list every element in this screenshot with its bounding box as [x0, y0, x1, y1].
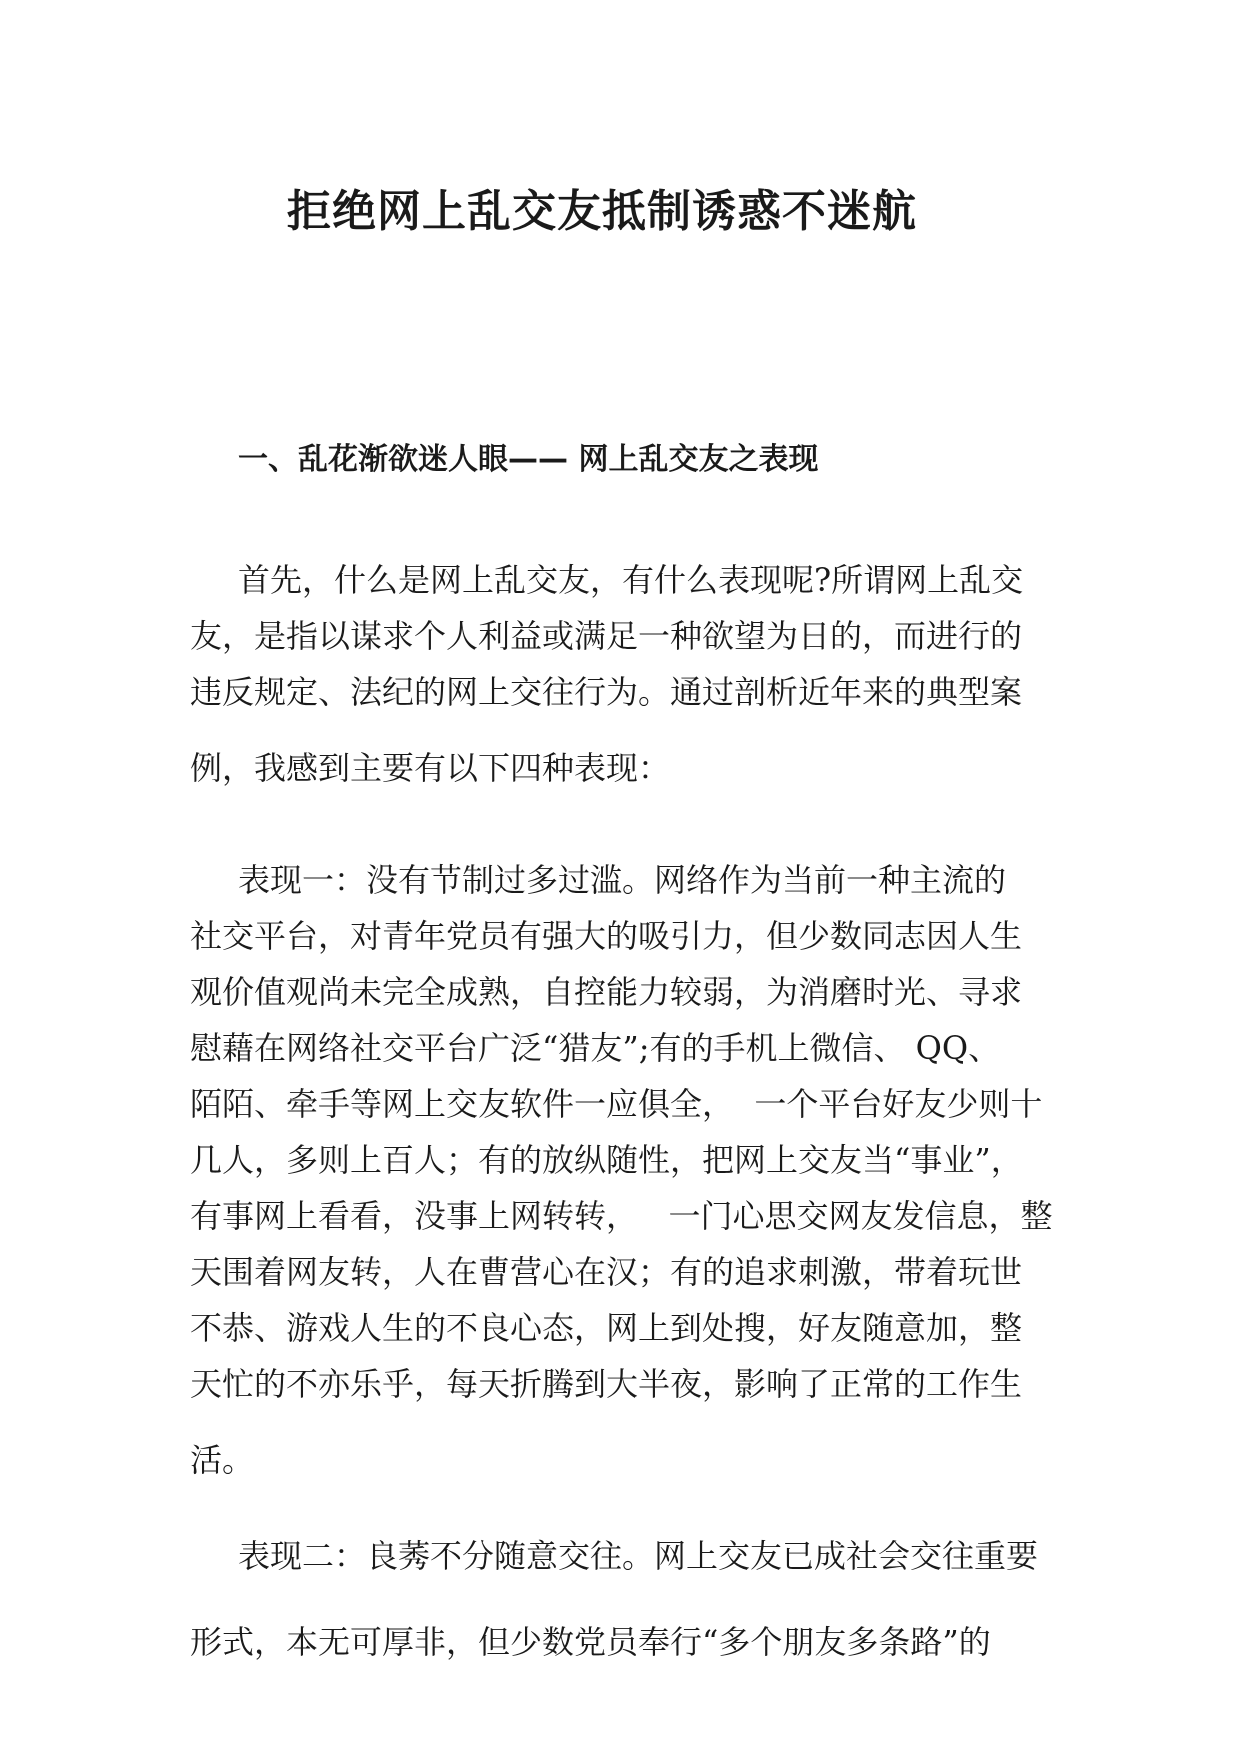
- paragraph-line: 活。: [190, 1441, 255, 1479]
- document-title: 拒绝网上乱交友抵制诱惑不迷航: [287, 186, 917, 237]
- paragraph-line: 几人，多则上百人；有的放纵随性，把网上交友当“事业”，: [190, 1141, 1023, 1179]
- paragraph-line: 陌陌、牵手等网上交友软件一应俱全， 一个平台好友少则十: [190, 1085, 1043, 1123]
- paragraph-line: 天围着网友转，人在曹营心在汉；有的追求刺激，带着玩世: [190, 1253, 1023, 1291]
- paragraph-definition: [190, 552, 1070, 796]
- paragraph-line: 首先，什么是网上乱交友，有什么表现呢?所谓网上乱交: [238, 561, 1024, 599]
- paragraph-line: 例，我感到主要有以下四种表现：: [190, 749, 671, 787]
- paragraph-line: 有事网上看看，没事上网转转， 一门心思交网友发信息，整: [190, 1197, 1053, 1235]
- paragraph-line: 违反规定、法纪的网上交往行为。通过剖析近年来的典型案: [190, 673, 1023, 711]
- paragraph-line: 形式，本无可厚非，但少数党员奉行“多个朋友多条路”的: [190, 1623, 991, 1661]
- paragraph-manifestation-two: [190, 1528, 1070, 1670]
- paragraph-line: 慰藉在网络社交平台广泛“猎友”;有的手机上微信、 QQ、: [190, 1029, 1001, 1067]
- paragraph-line: 不恭、游戏人生的不良心态，网上到处搜，好友随意加，整: [190, 1309, 1023, 1347]
- paragraph-line: 天忙的不亦乐乎，每天折腾到大半夜，影响了正常的工作生: [190, 1365, 1023, 1403]
- paragraph-manifestation-one: [190, 852, 1070, 1488]
- paragraph-line: 友，是指以谋求个人利益或满足一种欲望为日的，而进行的: [190, 617, 1023, 655]
- paragraph-line: 表现一：没有节制过多过滥。网络作为当前一种主流的: [238, 861, 1007, 899]
- section-heading: 一、乱花渐欲迷人眼—— 网上乱交友之表现: [238, 442, 819, 477]
- paragraph-line: 表现二：良莠不分随意交往。网上交友已成社会交往重要: [238, 1537, 1039, 1575]
- paragraph-line: 社交平台，对青年党员有强大的吸引力，但少数同志因人生: [190, 917, 1023, 955]
- paragraph-line: 观价值观尚未完全成熟，自控能力较弱，为消磨时光、寻求: [190, 973, 1023, 1011]
